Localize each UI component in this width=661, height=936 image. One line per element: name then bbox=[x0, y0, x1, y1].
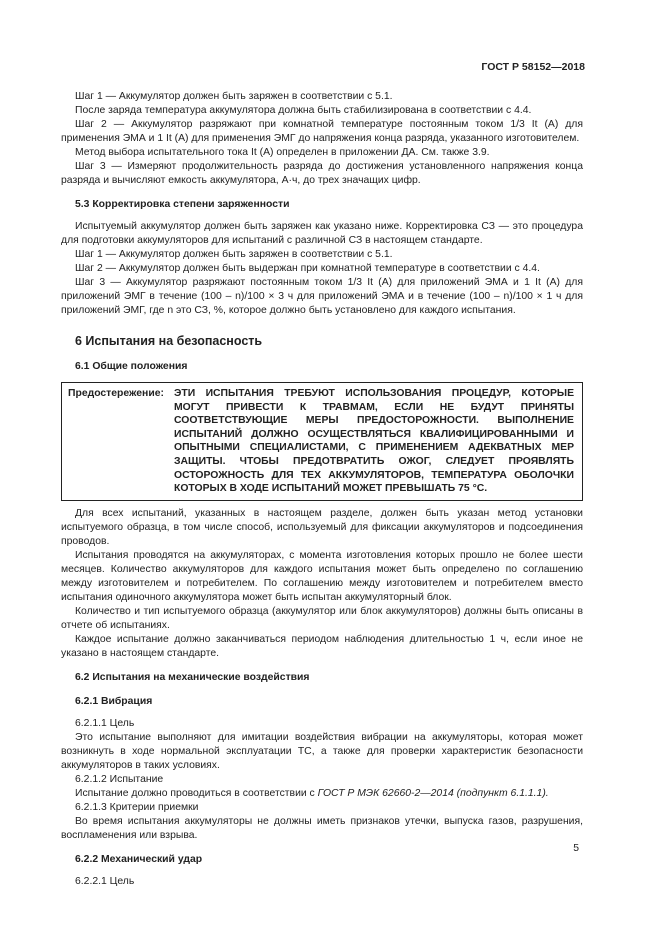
paragraph: Испытания проводятся на аккумуляторах, с момента изготовления которых прошло не более шести месяцев. Количество аккумуляторов для каждого испытания может быть определено по соглашению между изготовителем и потребителем. По соглашению между изготовителем и потребителем вместо испытания одиночного аккумулятора может быть испытан аккумуляторный блок. bbox=[61, 549, 583, 603]
warning-box bbox=[61, 382, 583, 501]
paragraph: 6.2.1.1 Цель bbox=[75, 717, 135, 729]
paragraph: Шаг 3 — Аккумулятор разряжают постоянным током 1/3 It (А) для приложений ЭМА и 1 It (А) для приложений ЭМГ в течение (100 – n)/100 × 3 ч для приложений ЭМА и в течение (100 – n)/100 × 1 ч для приложений ЭМГ, где n это СЗ, %, которое должно быть установлено для каждого испытания. bbox=[61, 277, 583, 316]
subsection-heading: 6.2.2 Механический удар bbox=[75, 853, 203, 865]
paragraph: Каждое испытание должно заканчиваться периодом наблюдения длительностью 1 ч, если иное не указано в настоящем стандарте. bbox=[61, 633, 583, 659]
warning-text: ЭТИ ИСПЫТАНИЯ ТРЕБУЮТ ИСПОЛЬЗОВАНИЯ ПРОЦЕДУР, КОТОРЫЕ МОГУТ ПРИВЕСТИ К ТРАВМАМ, ЕСЛИ НЕ БУДУТ ПРИНЯТЫ СООТВЕТСТВУЮЩИЕ МЕРЫ ПРЕДОСТОРОЖНОСТИ. ВЫПОЛНЕНИЕ ИСПЫТАНИЙ ДОЛЖНО ОСУЩЕСТВЛЯТЬСЯ КВАЛИФИЦИРОВАННЫМИ И ОПЫТНЫМИ СПЕЦИАЛИСТАМИ, С ПРИМЕНЕНИЕМ АДЕКВАТНЫХ МЕР ЗАЩИТЫ. ЧТОБЫ ПРЕДОТВРАТИТЬ ОЖОГ, СЛЕДУЕТ ПРОЯВЛЯТЬ ОСТОРОЖНОСТЬ ДЛЯ ТЕХ АККУМУЛЯТОРОВ, ТЕМПЕРАТУРА ОБОЛОЧКИ КОТОРЫХ В ХОДЕ ИСПЫТАНИЙ МОЖЕТ ПРЕВЫШАТЬ 75 °С. bbox=[174, 388, 574, 495]
paragraph: 6.2.2.1 Цель bbox=[75, 875, 135, 887]
paragraph: Количество и тип испытуемого образца (аккумулятор или блок аккумуляторов) должны быть описаны в отчете об испытаниях. bbox=[61, 605, 583, 631]
paragraph: Испытуемый аккумулятор должен быть заряжен как указано ниже. Корректировка СЗ — это процедура для подготовки аккумуляторов для испытаний с различной СЗ в настоящем стандарте. bbox=[61, 221, 583, 246]
paragraph: Шаг 2 — Аккумулятор разряжают при комнатной температуре постоянным током 1/3 It (А) для применения ЭМА и 1 It (А) для применения ЭМГ до напряжения конца разряда, указанного изготовителем. bbox=[61, 119, 583, 144]
section-heading: 6.2 Испытания на механические воздействия bbox=[75, 671, 310, 683]
paragraph: После заряда температура аккумулятора должна быть стабилизирована в соответствии с 4.4. bbox=[75, 105, 532, 116]
paragraph: Метод выбора испытательного тока It (А) определен в приложении ДА. См. также 3.9. bbox=[75, 147, 490, 158]
document-id: ГОСТ Р 58152—2018 bbox=[481, 61, 585, 73]
page-number: 5 bbox=[573, 843, 579, 854]
paragraph: Шаг 1 — Аккумулятор должен быть заряжен в соответствии с 5.1. bbox=[75, 91, 393, 102]
standard-reference: ГОСТ Р МЭК 62660-2—2014 (подпункт 6.1.1.1). bbox=[317, 787, 549, 799]
page-body bbox=[61, 90, 583, 889]
paragraph: Шаг 2 — Аккумулятор должен быть выдержан при комнатной температуре в соответствии с 4.4. bbox=[75, 263, 540, 274]
section-heading: 6.1 Общие положения bbox=[75, 361, 188, 372]
paragraph: Шаг 3 — Измеряют продолжительность разряда до достижения установленного напряжения конца разряда и вычисляют емкость аккумулятора, А·ч, до трех значащих цифр. bbox=[61, 161, 583, 186]
paragraph: 6.2.1.3 Критерии приемки bbox=[75, 801, 199, 813]
paragraph bbox=[61, 787, 583, 801]
paragraph: Шаг 1 — Аккумулятор должен быть заряжен в соответствии с 5.1. bbox=[75, 249, 393, 260]
section-heading: 5.3 Корректировка степени заряженности bbox=[75, 199, 290, 210]
paragraph: Это испытание выполняют для имитации воздействия вибрации на аккумуляторы, которая может возникнуть в ходе нормальной эксплуатации ТС, а также для проверки характеристик безопасности аккумуляторов в таких условиях. bbox=[61, 731, 583, 771]
subsection-heading: 6.2.1 Вибрация bbox=[75, 695, 153, 707]
warning-label: Предостережение: bbox=[68, 388, 164, 399]
paragraph: 6.2.1.2 Испытание bbox=[75, 773, 164, 785]
paragraph: Для всех испытаний, указанных в настоящем разделе, должен быть указан метод установки испытуемого образца, в том числе способ, используемый для фиксации аккумуляторов и подсоединения проводов. bbox=[61, 507, 583, 547]
paragraph-text: Испытание должно проводиться в соответствии с bbox=[75, 787, 315, 799]
chapter-heading: 6 Испытания на безопасность bbox=[75, 334, 263, 348]
paragraph: Во время испытания аккумуляторы не должны иметь признаков утечки, выпуска газов, разрушения, воспламенения или взрыва. bbox=[61, 815, 583, 841]
